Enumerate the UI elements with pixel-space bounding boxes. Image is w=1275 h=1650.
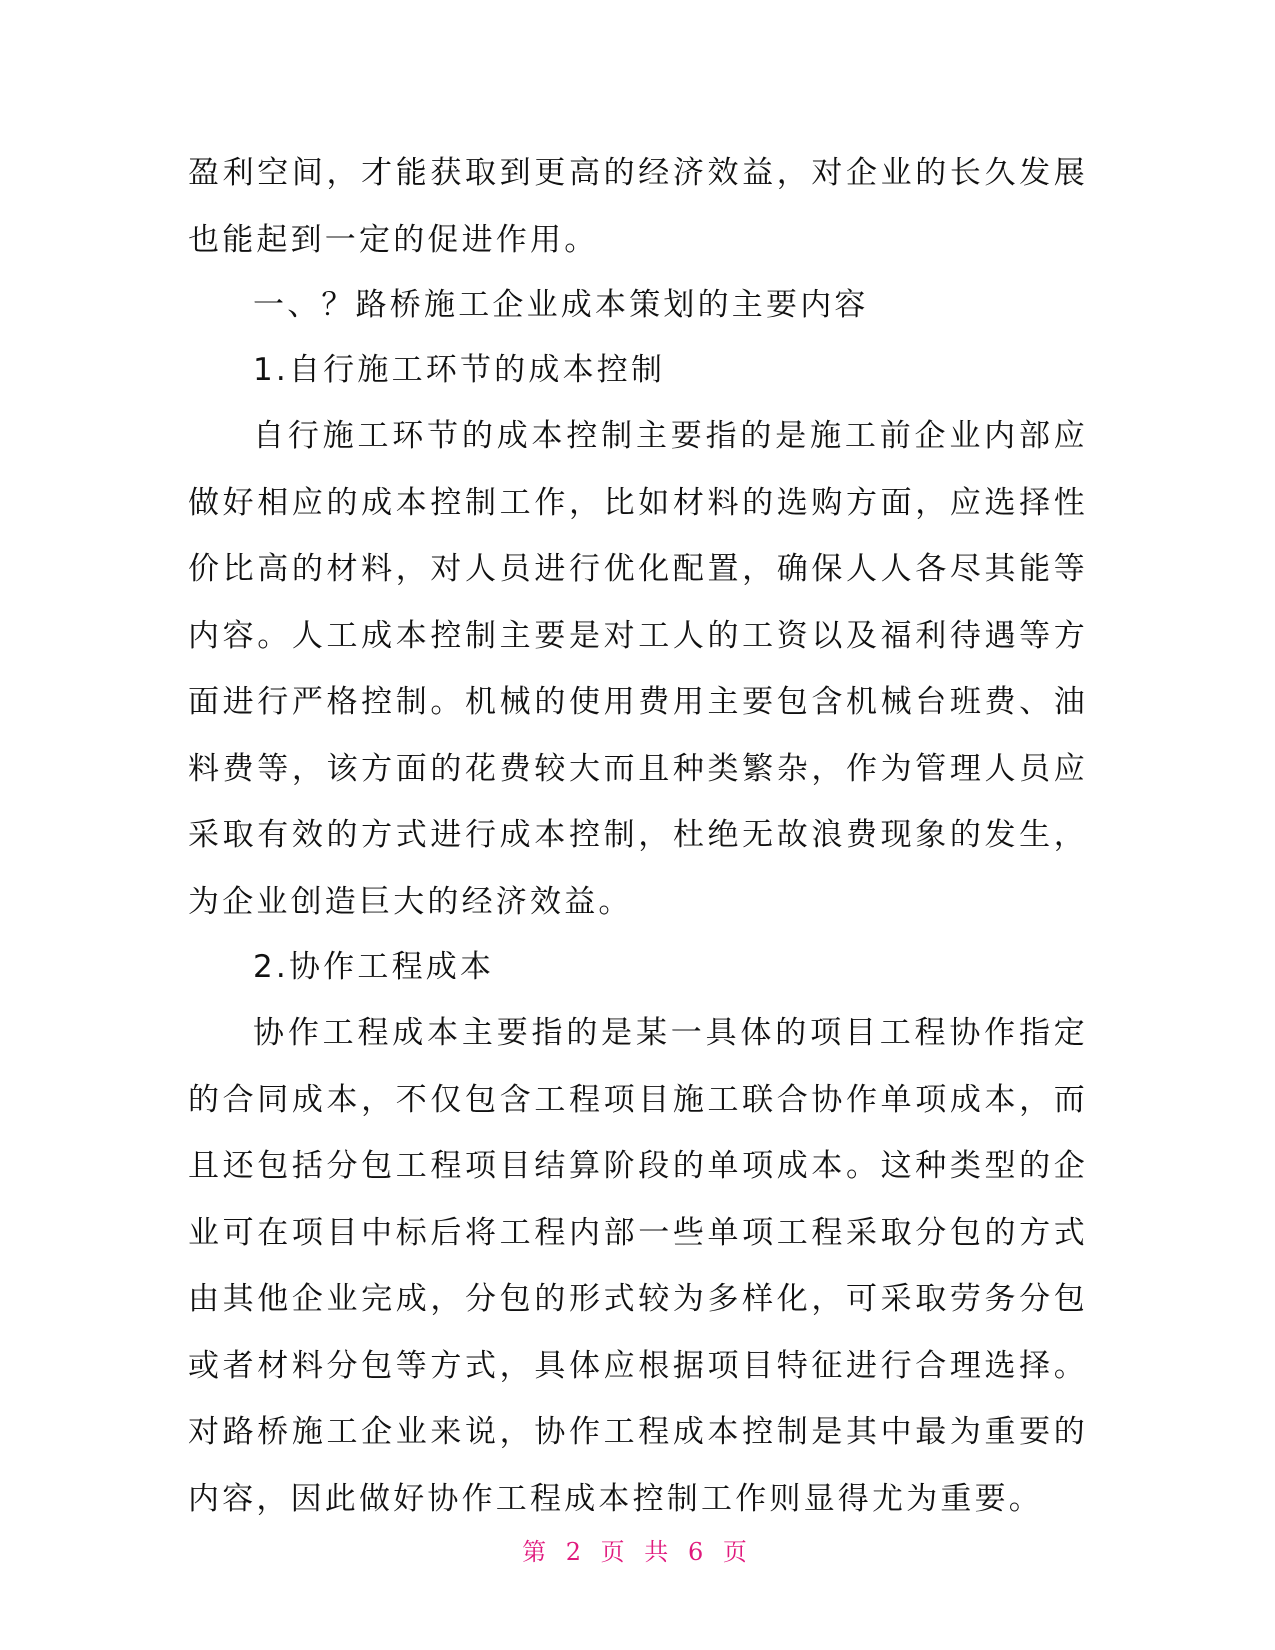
paragraph: 协作工程成本主要指的是某一具体的项目工程协作指定的合同成本，不仅包含工程项目施工联合协作单项成本，而且还包括分包工程项目结算阶段的单项成本。这种类型的企业可在项目中标后将工程内部一些单项工程采取分包的方式由其他企业完成，分包的形式较为多样化，可采取劳务分包或者材料分包等方式，具体应根据项目特征进行合理选择。对路桥施工企业来说，协作工程成本控制是其中最为重要的内容，因此做好协作工程成本控制工作则显得尤为重要。 — [188, 1015, 1088, 1517]
subsection-heading: 1.自行施工环节的成本控制 — [253, 352, 666, 388]
section-heading: 一、？路桥施工企业成本策划的主要内容 — [253, 287, 869, 323]
subsection-heading: 2.协作工程成本 — [253, 949, 495, 985]
document-body — [188, 140, 1088, 1532]
page-number-footer: 第 2 页 共 6 页 — [522, 1538, 753, 1566]
paragraph: 自行施工环节的成本控制主要指的是施工前企业内部应做好相应的成本控制工作，比如材料的选购方面，应选择性价比高的材料，对人员进行优化配置，确保人人各尽其能等内容。人工成本控制主要是对工人的工资以及福利待遇等方面进行严格控制。机械的使用费用主要包含机械台班费、油料费等，该方面的花费较大而且种类繁杂，作为管理人员应采取有效的方式进行成本控制，杜绝无故浪费现象的发生，为企业创造巨大的经济效益。 — [188, 418, 1088, 920]
paragraph: 盈利空间，才能获取到更高的经济效益，对企业的长久发展也能起到一定的促进作用。 — [188, 155, 1088, 258]
